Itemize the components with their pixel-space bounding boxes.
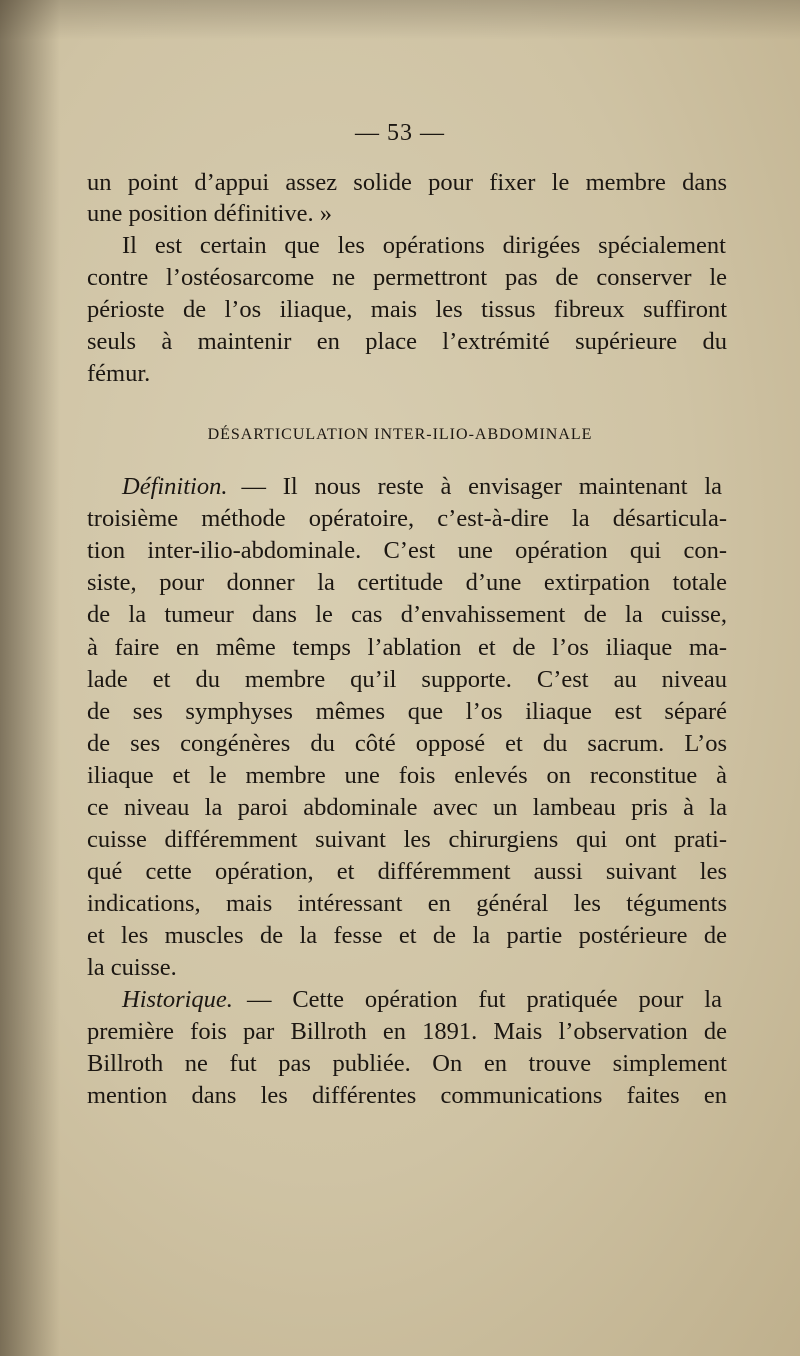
text-line-15: de ses symphyses mêmes que l’os iliaque est séparé: [87, 698, 727, 725]
text-line-20: qué cette opération, et différemment aussi suivant les: [87, 858, 727, 885]
text-line-16: de ses congénères du côté opposé et du sacrum. L’os: [87, 730, 727, 757]
section-heading: DÉSARTICULATION INTER-ILIO-ABDOMINALE: [207, 426, 593, 443]
text-line-19: cuisse différemment suivant les chirurgiens qui ont prati-: [87, 826, 727, 853]
text-line-21: indications, mais intéressant en général les téguments: [87, 890, 727, 917]
text-line-5: périoste de l’os iliaque, mais les tissus fibreux suffiront: [87, 296, 727, 323]
text-line-23: la cuisse.: [87, 954, 177, 981]
page-number: — 53 —: [355, 120, 445, 146]
text-line-2: une position définitive. »: [87, 200, 332, 227]
text-line-22: et les muscles de la fesse et de la partie postérieure de: [87, 922, 727, 949]
text-line-17: iliaque et le membre une fois enlevés on reconstitue à: [87, 762, 727, 789]
text-line-8: — Il nous reste à envisager maintenant la: [241, 473, 722, 500]
text-line-1: un point d’appui assez solide pour fixer le membre dans: [87, 169, 727, 196]
text-line-25: première fois par Billroth en 1891. Mais l’observation de: [87, 1018, 727, 1045]
text-line-27: mention dans les différentes communications faites en: [87, 1082, 727, 1109]
text-line-6: seuls à maintenir en place l’extrémité supérieure du: [87, 328, 727, 355]
text-line-18: ce niveau la paroi abdominale avec un lambeau pris à la: [87, 794, 727, 821]
text-line-26: Billroth ne fut pas publiée. On en trouve simplement: [87, 1050, 727, 1077]
text-line-13: à faire en même temps l’ablation et de l’os iliaque ma-: [87, 634, 727, 661]
text-line-24: — Cette opération fut pratiquée pour la: [246, 986, 722, 1013]
historique-line: [122, 988, 722, 1013]
text-line-4: contre l’ostéosarcome ne permettront pas de conserver le: [87, 264, 727, 291]
binding-shadow: [0, 0, 60, 1356]
top-shadow: [0, 0, 800, 40]
text-line-9: troisième méthode opératoire, c’est-à-dire la désarticula-: [87, 505, 727, 532]
text-line-10: tion inter-ilio-abdominale. C’est une opération qui con-: [87, 537, 727, 564]
text-line-7: fémur.: [87, 360, 151, 387]
definition-title: Définition.: [122, 473, 228, 500]
text-line-14: lade et du membre qu’il supporte. C’est au niveau: [87, 666, 727, 693]
definition-line: [122, 475, 722, 500]
historique-title: Historique.: [122, 986, 233, 1013]
text-line-12: de la tumeur dans le cas d’envahissement de la cuisse,: [87, 601, 727, 628]
text-line-11: siste, pour donner la certitude d’une extirpation totale: [87, 569, 727, 596]
text-line-3: Il est certain que les opérations dirigées spécialement: [122, 232, 726, 259]
